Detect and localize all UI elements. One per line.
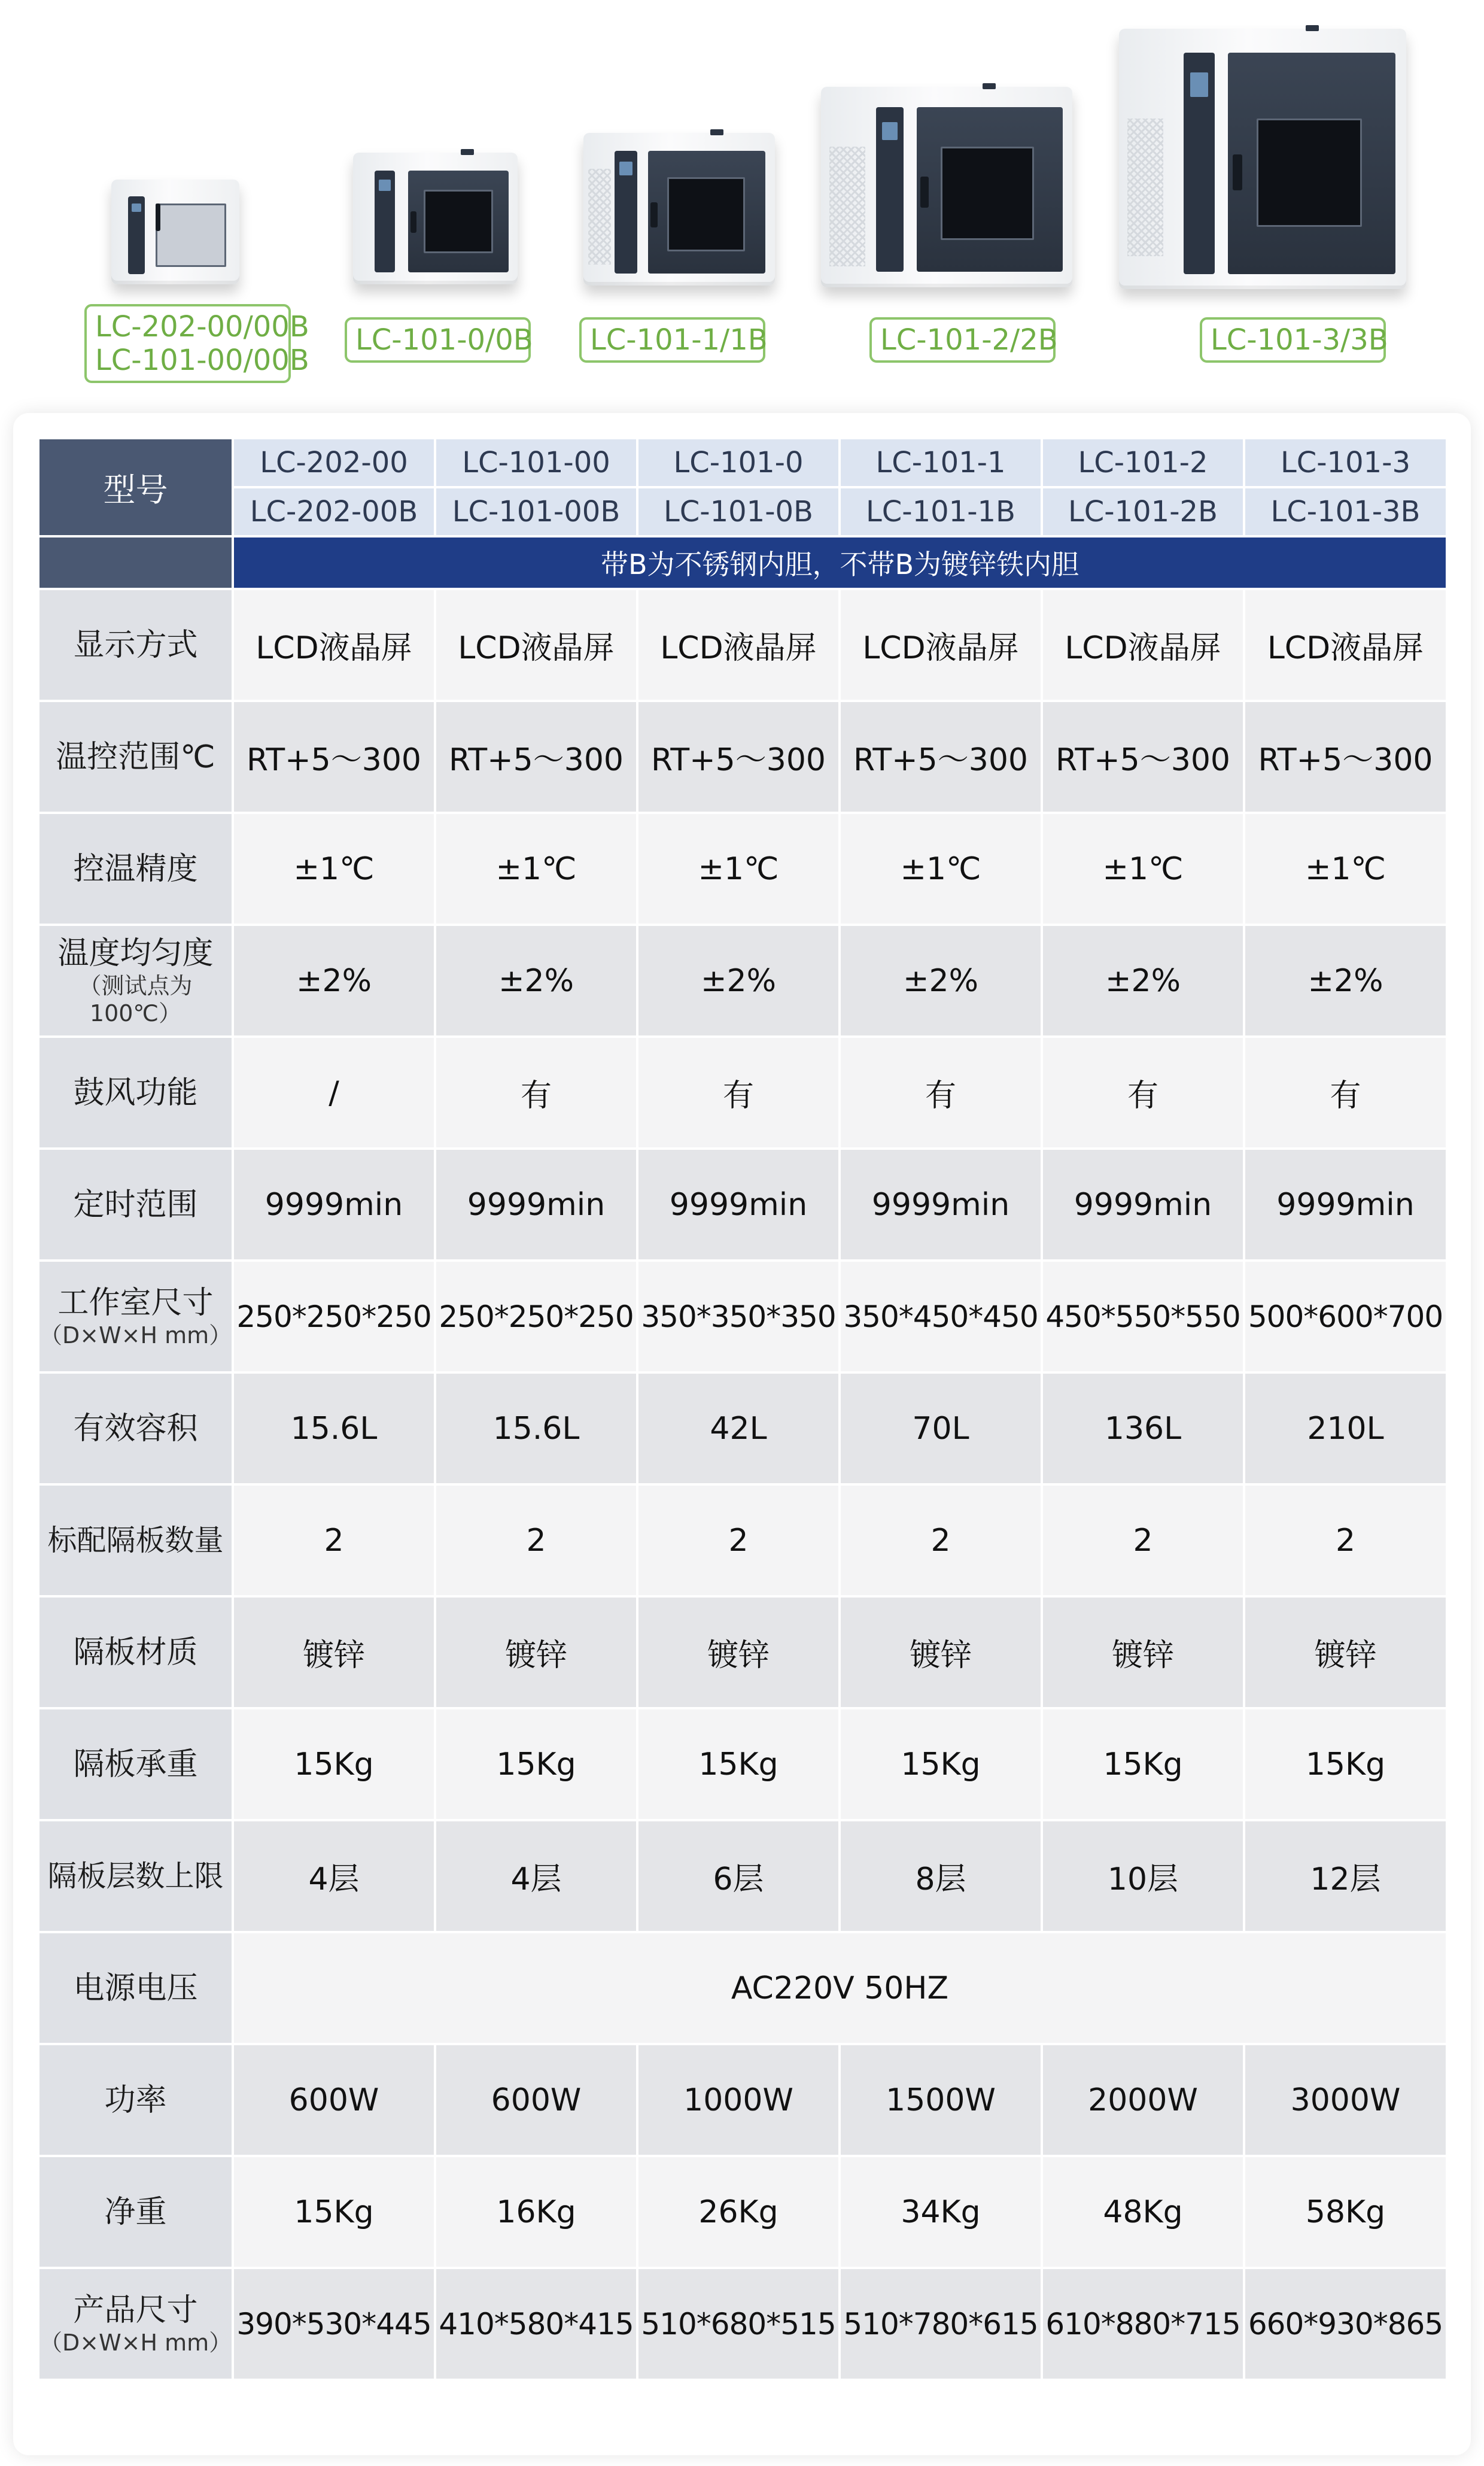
spec-value: RT+5～300 — [233, 701, 435, 813]
model-tag-lc-202-00 — [84, 304, 309, 383]
spec-row — [38, 2044, 1447, 2156]
spec-label-text: 隔板层数上限 — [47, 1858, 224, 1893]
model-tag-lc-101-3 — [1200, 317, 1386, 363]
spec-value: 15Kg — [435, 1708, 637, 1820]
spec-row-label — [38, 1372, 233, 1484]
spec-value: 9999min — [840, 1149, 1042, 1261]
spec-row — [38, 2156, 1447, 2268]
spec-value: 4层 — [233, 1820, 435, 1932]
spec-value: RT+5～300 — [1244, 701, 1447, 813]
model-tag-line: LC-202-00/00B — [95, 310, 309, 344]
model-name: LC-101-2 — [1042, 438, 1244, 487]
spec-value: 600W — [233, 2044, 435, 2156]
spec-value: 2 — [840, 1484, 1042, 1596]
spec-value: 镀锌 — [1244, 1596, 1447, 1708]
spec-value: RT+5～300 — [435, 701, 637, 813]
spec-value: 15Kg — [1042, 1708, 1244, 1820]
spec-value: ±1℃ — [1244, 813, 1447, 925]
spec-value: 70L — [840, 1372, 1042, 1484]
spec-label-text: 有效容积 — [73, 1410, 198, 1447]
spec-row-label — [38, 925, 233, 1037]
spec-row-label — [38, 1484, 233, 1596]
model-tag-line: LC-101-3/3B — [1211, 323, 1388, 357]
spec-row — [38, 1261, 1447, 1372]
spec-value: 9999min — [637, 1149, 840, 1261]
model-tag-lc-101-1 — [579, 317, 768, 363]
spec-value: ±2% — [1042, 925, 1244, 1037]
model-tag-line: LC-101-2/2B — [880, 323, 1058, 357]
spec-row — [38, 701, 1447, 813]
spec-row-label — [38, 813, 233, 925]
spec-value: 16Kg — [435, 2156, 637, 2268]
spec-value: 350*350*350 — [637, 1261, 840, 1372]
spec-row-label — [38, 1932, 233, 2044]
spec-row — [38, 925, 1447, 1037]
spec-label-subtext: （D×W×H mm） — [39, 2329, 232, 2356]
spec-row — [38, 589, 1447, 701]
model-name: LC-101-1 — [840, 438, 1042, 487]
spec-value: 34Kg — [840, 2156, 1042, 2268]
spec-table — [37, 437, 1448, 2381]
spec-label-text: 显示方式 — [73, 627, 198, 663]
material-note: 带B为不锈钢内胆，不带B为镀锌铁内胆 — [233, 536, 1447, 589]
spec-value: ±1℃ — [435, 813, 637, 925]
model-name-b: LC-202-00B — [233, 487, 435, 536]
spec-value: 510*680*515 — [637, 2268, 840, 2380]
spec-value: 10层 — [1042, 1820, 1244, 1932]
spec-value: 6层 — [637, 1820, 840, 1932]
model-name-b: LC-101-3B — [1244, 487, 1447, 536]
spec-value: LCD液晶屏 — [435, 589, 637, 701]
spec-row — [38, 1484, 1447, 1596]
spec-value: 9999min — [1244, 1149, 1447, 1261]
spec-value: LCD液晶屏 — [637, 589, 840, 701]
header-row-models-bottom — [38, 487, 1447, 536]
spec-label-text: 标配隔板数量 — [47, 1523, 224, 1557]
spec-value: ±2% — [233, 925, 435, 1037]
spec-label-text: 电源电压 — [73, 1970, 198, 2006]
spec-row-label — [38, 1037, 233, 1149]
spec-label-text: 隔板材质 — [73, 1634, 198, 1671]
spec-value: LCD液晶屏 — [840, 589, 1042, 701]
spec-row — [38, 1596, 1447, 1708]
spec-row-label — [38, 589, 233, 701]
spec-value: 3000W — [1244, 2044, 1447, 2156]
spec-row — [38, 1149, 1447, 1261]
spec-value: ±1℃ — [637, 813, 840, 925]
spec-row — [38, 1820, 1447, 1932]
spec-value: 15Kg — [1244, 1708, 1447, 1820]
spec-row — [38, 813, 1447, 925]
spec-value: 有 — [840, 1037, 1042, 1149]
model-name-b: LC-101-2B — [1042, 487, 1244, 536]
spec-value: 有 — [637, 1037, 840, 1149]
spec-value: ±2% — [637, 925, 840, 1037]
spec-rows — [38, 589, 1447, 2380]
spec-value: 9999min — [233, 1149, 435, 1261]
spec-value: 660*930*865 — [1244, 2268, 1447, 2380]
spec-value: RT+5～300 — [840, 701, 1042, 813]
model-tag-line: LC-101-0/0B — [355, 323, 533, 357]
spec-value: 1500W — [840, 2044, 1042, 2156]
spec-row-label — [38, 1708, 233, 1820]
spec-label-subtext: （D×W×H mm） — [39, 1322, 232, 1349]
spec-value-merged: AC220V 50HZ — [233, 1932, 1447, 2044]
spec-value: 镀锌 — [1042, 1596, 1244, 1708]
spec-value: 镀锌 — [840, 1596, 1042, 1708]
spec-label-text: 隔板承重 — [73, 1746, 198, 1782]
spec-row-label — [38, 1820, 233, 1932]
spec-label-text: 定时范围 — [73, 1186, 198, 1223]
spec-value: 9999min — [1042, 1149, 1244, 1261]
spec-label-text: 净重 — [104, 2194, 167, 2230]
spec-row — [38, 1037, 1447, 1149]
spec-value: 350*450*450 — [840, 1261, 1042, 1372]
spec-row-label — [38, 1149, 233, 1261]
spec-value: ±1℃ — [840, 813, 1042, 925]
header-note-spacer — [38, 536, 233, 589]
spec-value: 有 — [435, 1037, 637, 1149]
spec-value: LCD液晶屏 — [1042, 589, 1244, 701]
spec-value: 15.6L — [435, 1372, 637, 1484]
spec-value: 42L — [637, 1372, 840, 1484]
spec-label-text: 功率 — [104, 2082, 167, 2118]
spec-row — [38, 1932, 1447, 2044]
spec-value: 1000W — [637, 2044, 840, 2156]
model-tag-line: LC-101-00/00B — [95, 344, 309, 377]
model-name-b: LC-101-0B — [637, 487, 840, 536]
spec-value: 15Kg — [233, 2156, 435, 2268]
spec-row-label — [38, 2156, 233, 2268]
model-name-b: LC-101-00B — [435, 487, 637, 536]
model-name: LC-101-0 — [637, 438, 840, 487]
spec-value: 48Kg — [1042, 2156, 1244, 2268]
spec-value: 2 — [637, 1484, 840, 1596]
spec-value: 15Kg — [637, 1708, 840, 1820]
model-name: LC-101-3 — [1244, 438, 1447, 487]
spec-value: 15Kg — [840, 1708, 1042, 1820]
spec-value: 250*250*250 — [435, 1261, 637, 1372]
header-row-models-top — [38, 438, 1447, 487]
spec-value: 500*600*700 — [1244, 1261, 1447, 1372]
spec-label-text: 产品尺寸 — [73, 2292, 198, 2328]
product-lineup — [0, 0, 1484, 407]
spec-row — [38, 2268, 1447, 2380]
spec-value: 2 — [233, 1484, 435, 1596]
model-header-label: 型号 — [38, 438, 233, 536]
spec-value: ±1℃ — [1042, 813, 1244, 925]
spec-value: 2 — [435, 1484, 637, 1596]
spec-value: 镀锌 — [435, 1596, 637, 1708]
spec-row-label — [38, 2268, 233, 2380]
spec-row-label — [38, 2044, 233, 2156]
spec-value: 有 — [1042, 1037, 1244, 1149]
model-tag-lc-101-0 — [345, 317, 531, 363]
header-note-row — [38, 536, 1447, 589]
spec-value: LCD液晶屏 — [1244, 589, 1447, 701]
spec-value: 450*550*550 — [1042, 1261, 1244, 1372]
spec-value: / — [233, 1037, 435, 1149]
spec-value: 210L — [1244, 1372, 1447, 1484]
spec-label-text: 温度均匀度 — [57, 935, 214, 971]
spec-value: 250*250*250 — [233, 1261, 435, 1372]
spec-value: 136L — [1042, 1372, 1244, 1484]
spec-value: 510*780*615 — [840, 2268, 1042, 2380]
spec-value: 26Kg — [637, 2156, 840, 2268]
spec-label-subtext: （测试点为100℃） — [78, 972, 193, 1027]
spec-label-text: 控温精度 — [73, 851, 198, 887]
spec-value: 9999min — [435, 1149, 637, 1261]
spec-value: 2000W — [1042, 2044, 1244, 2156]
spec-value: 15.6L — [233, 1372, 435, 1484]
spec-value: 2 — [1042, 1484, 1244, 1596]
spec-value: 390*530*445 — [233, 2268, 435, 2380]
model-tag-line: LC-101-1/1B — [590, 323, 768, 357]
spec-value: ±1℃ — [233, 813, 435, 925]
spec-value: 610*880*715 — [1042, 2268, 1244, 2380]
spec-value: ±2% — [435, 925, 637, 1037]
spec-value: 2 — [1244, 1484, 1447, 1596]
spec-label-text: 鼓风功能 — [73, 1074, 198, 1111]
spec-label-text: 温控范围℃ — [56, 739, 215, 775]
spec-row-label — [38, 1596, 233, 1708]
model-name: LC-101-00 — [435, 438, 637, 487]
model-tag-lc-101-2 — [869, 317, 1056, 363]
model-name: LC-202-00 — [233, 438, 435, 487]
spec-value: 镀锌 — [233, 1596, 435, 1708]
spec-row — [38, 1708, 1447, 1820]
spec-value: RT+5～300 — [1042, 701, 1244, 813]
spec-value: LCD液晶屏 — [233, 589, 435, 701]
spec-value: 4层 — [435, 1820, 637, 1932]
spec-value: 12层 — [1244, 1820, 1447, 1932]
spec-value: ±2% — [1244, 925, 1447, 1037]
spec-value: 15Kg — [233, 1708, 435, 1820]
spec-value: 600W — [435, 2044, 637, 2156]
spec-row — [38, 1372, 1447, 1484]
spec-value: 有 — [1244, 1037, 1447, 1149]
spec-value: 410*580*415 — [435, 2268, 637, 2380]
spec-value: ±2% — [840, 925, 1042, 1037]
spec-value: RT+5～300 — [637, 701, 840, 813]
spec-value: 镀锌 — [637, 1596, 840, 1708]
spec-label-text: 工作室尺寸 — [57, 1284, 214, 1321]
spec-row-label — [38, 701, 233, 813]
spec-value: 8层 — [840, 1820, 1042, 1932]
model-name-b: LC-101-1B — [840, 487, 1042, 536]
spec-row-label — [38, 1261, 233, 1372]
spec-value: 58Kg — [1244, 2156, 1447, 2268]
